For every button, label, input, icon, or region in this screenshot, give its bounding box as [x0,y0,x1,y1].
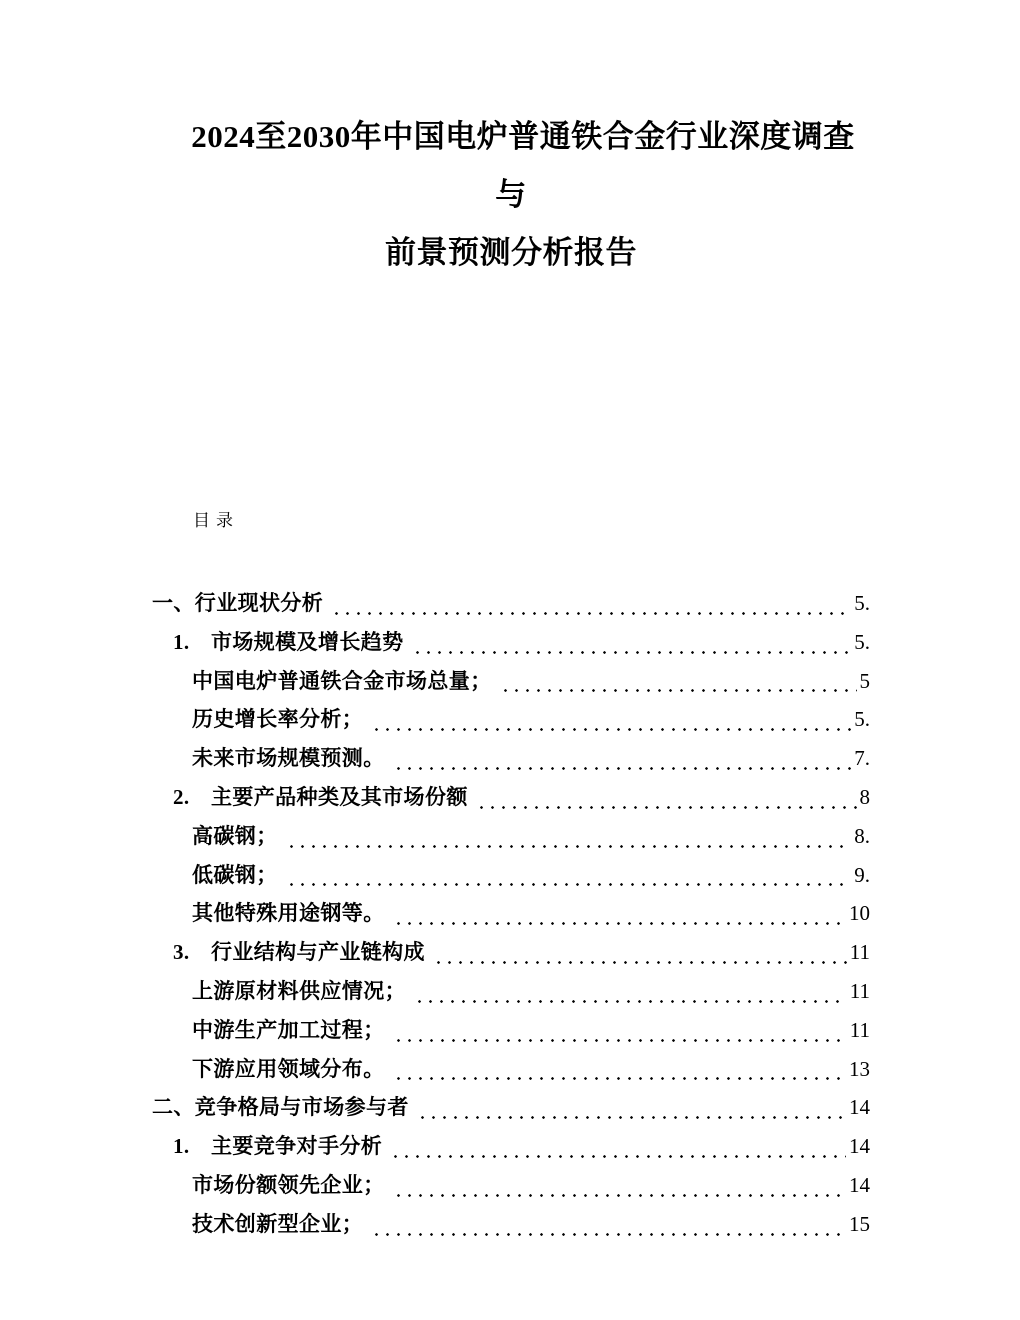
toc-dot-leader [393,1166,846,1205]
toc-dot-leader [393,1011,847,1050]
toc-entry-label: 未来市场规模预测。 [192,746,385,771]
toc-entry [152,1205,870,1244]
toc-entry [152,894,870,933]
toc-dot-leader [414,972,847,1011]
toc-entry-label: 中游生产加工过程； [192,1017,385,1042]
toc-entry [152,778,870,817]
toc-dot-leader [412,623,852,662]
toc-entry-label: 1. 市场规模及增长趋势 [173,629,404,654]
toc-entry-label: 历史增长率分析； [192,707,364,732]
toc-entry-label: 上游原材料供应情况； [192,978,406,1003]
toc-dot-leader [331,584,851,623]
toc-entry [152,584,870,623]
toc-page-number: 11 [849,940,870,965]
toc-entry [152,739,870,778]
toc-page-number: 8 [859,784,870,809]
toc-entry-label: 一、行业现状分析 [152,591,324,615]
toc-entry [152,1166,870,1205]
report-title-line2: 前景预测分析报告 [385,235,637,270]
toc-entry-label: 低碳钢； [192,862,278,887]
toc-entry-label: 2. 主要产品种类及其市场份额 [173,784,468,809]
toc-page-number: 14 [849,1095,870,1120]
toc-page-number: 13 [849,1056,870,1081]
toc-dot-leader [393,739,852,778]
toc-entry-label: 市场份额领先企业； [192,1172,385,1197]
toc-page-number: 9. [854,862,870,887]
report-title [152,108,870,282]
toc-entry [152,1050,870,1089]
toc-entry [152,1011,870,1050]
toc-dot-leader [433,933,847,972]
toc-entry-label: 二、竞争格局与市场参与者 [152,1095,409,1120]
toc-entry [152,933,870,972]
toc-page-number: 14 [849,1172,870,1197]
toc-dot-leader [393,1050,846,1089]
toc-dot-leader [371,1205,846,1244]
toc-entry-label: 3. 行业结构与产业链构成 [173,940,425,965]
toc-dot-leader [286,856,852,895]
toc-entry [152,1088,870,1127]
toc-entry-label: 技术创新型企业； [192,1211,364,1236]
toc-page-number: 14 [849,1134,870,1159]
toc-entry [152,972,870,1011]
toc-list [152,584,870,1244]
toc-dot-leader [286,817,852,856]
toc-heading: 目录 [193,511,239,530]
toc-dot-leader [500,662,857,701]
toc-entry [152,817,870,856]
toc-entry [152,623,870,662]
report-title-line1: 2024至2030年中国电炉普通铁合金行业深度调查与 [191,119,855,212]
toc-page-number: 5 [859,668,870,693]
toc-dot-leader [371,700,851,739]
toc-page-number: 10 [849,901,870,926]
toc-page-number: 11 [849,1017,870,1042]
toc-dot-leader [393,894,846,933]
toc-dot-leader [417,1088,846,1127]
toc-entry [152,700,870,739]
toc-entry-label: 其他特殊用途钢等。 [192,901,385,926]
toc-page-number: 7. [854,746,870,771]
toc-page-number: 11 [849,978,870,1003]
toc-page-number: 5. [854,591,870,615]
toc-dot-leader [390,1127,846,1166]
toc-entry-label: 1. 主要竞争对手分析 [173,1134,383,1159]
toc-entry [152,856,870,895]
toc-entry [152,662,870,701]
toc-entry [152,1127,870,1166]
toc-entry-label: 中国电炉普通铁合金市场总量； [192,668,492,693]
toc-page-number: 5. [854,707,870,732]
toc-entry-label: 高碳钢； [192,823,278,848]
toc-page-number: 8. [854,823,870,848]
toc-entry-label: 下游应用领域分布。 [192,1056,385,1081]
toc-dot-leader [476,778,857,817]
toc-page-number: 5. [854,629,870,654]
toc-page-number: 15 [849,1211,870,1236]
